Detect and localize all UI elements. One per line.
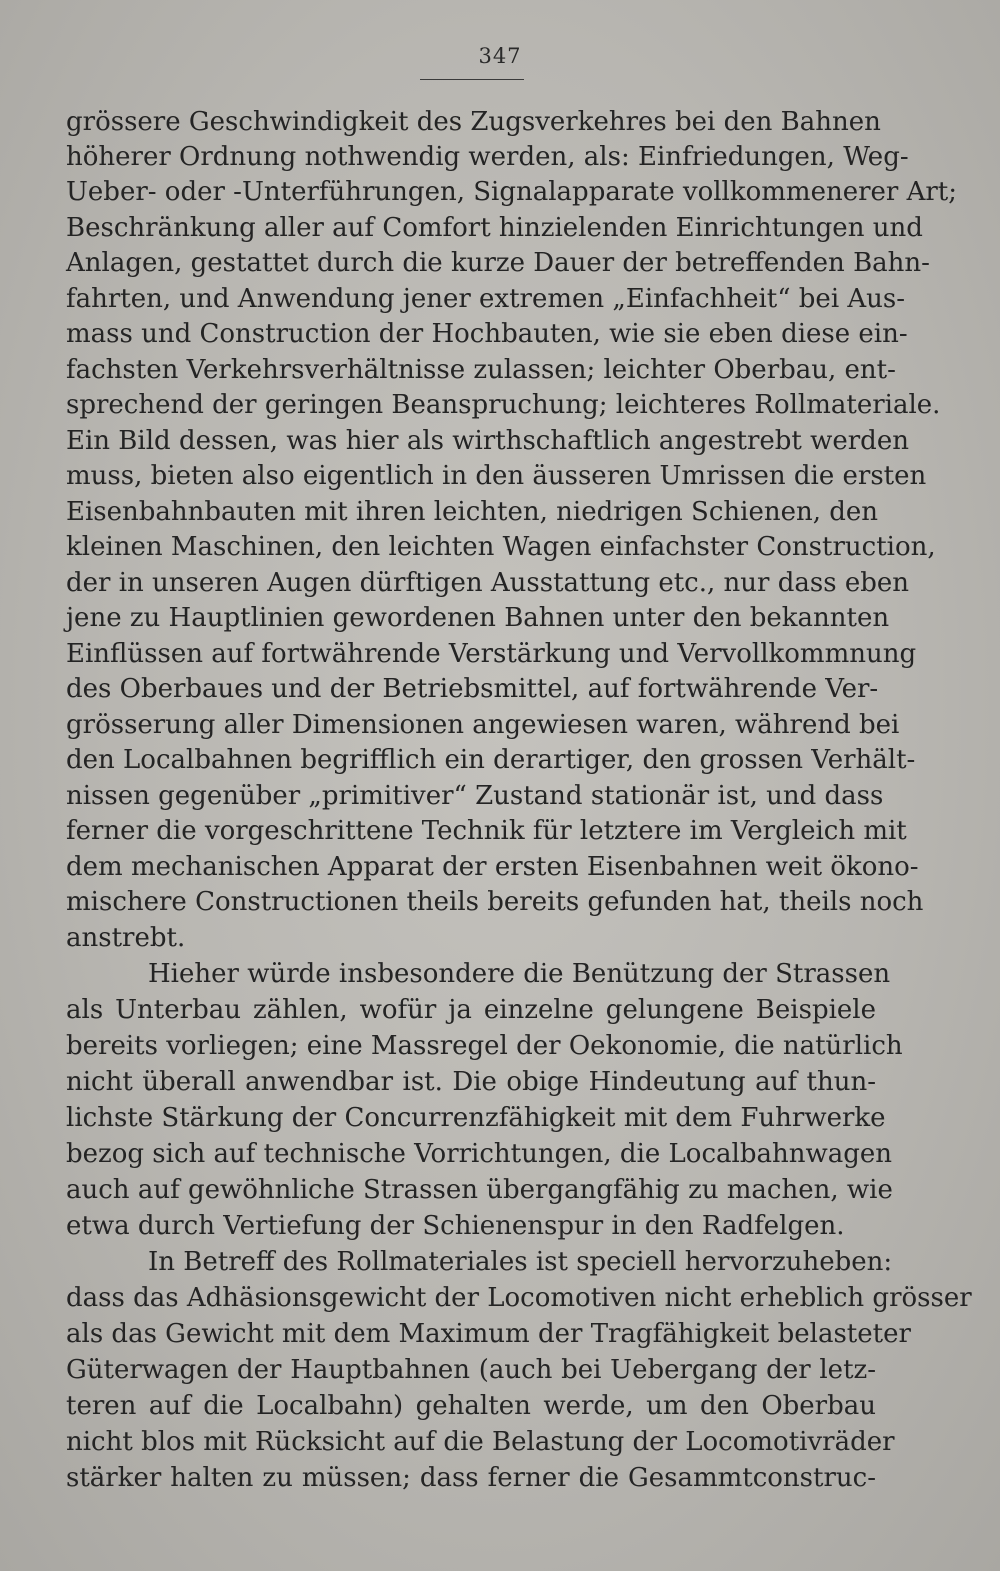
text-line: den Localbahnen begrifflich ein derartiger, den grossen Verhält- <box>66 745 916 775</box>
text-line: etwa durch Vertiefung der Schienenspur in den Radfelgen. <box>66 1211 845 1241</box>
text-line: fachsten Verkehrsverhältnisse zulassen; leichter Oberbau, ent- <box>66 355 896 385</box>
page-number-rule <box>420 79 524 80</box>
text-line: Eisenbahnbauten mit ihren leichten, niedrigen Schienen, den <box>66 497 879 527</box>
paragraph-first-line: Hieher würde insbesondere die Benützung der Strassen <box>148 959 891 989</box>
text-line: Ueber- oder -Unterführungen, Signalapparate vollkommenerer Art; <box>66 177 958 207</box>
text-line: dem mechanischen Apparat der ersten Eisenbahnen weit ökono- <box>66 852 919 882</box>
text-line: mischere Constructionen theils bereits gefunden hat, theils noch <box>66 887 924 917</box>
text-line: bereits vorliegen; eine Massregel der Oekonomie, die natürlich <box>66 1031 903 1061</box>
text-line: stärker halten zu müssen; dass ferner die Gesammtconstruc- <box>66 1463 876 1493</box>
text-line: anstrebt. <box>66 923 186 953</box>
text-line: Güterwagen der Hauptbahnen (auch bei Uebergang der letz- <box>66 1355 876 1385</box>
text-line: Beschränkung aller auf Comfort hinzielenden Einrichtungen und <box>66 213 923 243</box>
text-line: sprechend der geringen Beanspruchung; leichteres Rollmateriale. <box>66 390 941 420</box>
text-line: mass und Construction der Hochbauten, wie sie eben diese ein- <box>66 319 908 349</box>
text-line: Anlagen, gestattet durch die kurze Dauer der betreffenden Bahn- <box>66 248 930 278</box>
text-line: als Unterbau zählen, wofür ja einzelne gelungene Beispiele <box>66 995 876 1025</box>
text-line: höherer Ordnung nothwendig werden, als: Einfriedungen, Weg- <box>66 142 909 172</box>
text-line: lichste Stärkung der Concurrenzfähigkeit mit dem Fuhrwerke <box>66 1103 886 1133</box>
text-line: muss, bieten also eigentlich in den äusseren Umrissen die ersten <box>66 461 927 491</box>
paragraph-first-line: In Betreff des Rollmateriales ist speciell hervorzuheben: <box>148 1247 893 1277</box>
text-line: nicht überall anwendbar ist. Die obige Hindeutung auf thun- <box>66 1067 876 1097</box>
text-line: grössere Geschwindigkeit des Zugsverkehres bei den Bahnen <box>66 107 881 137</box>
text-line: grösserung aller Dimensionen angewiesen waren, während bei <box>66 710 900 740</box>
text-line: jene zu Hauptlinien gewordenen Bahnen unter den bekannten <box>66 603 890 633</box>
text-line: ferner die vorgeschrittene Technik für letztere im Vergleich mit <box>66 816 907 846</box>
text-line: als das Gewicht mit dem Maximum der Tragfähigkeit belasteter <box>66 1319 911 1349</box>
text-line: nicht blos mit Rücksicht auf die Belastung der Locomotivräder <box>66 1427 895 1457</box>
text-line: teren auf die Localbahn) gehalten werde, um den Oberbau <box>66 1391 876 1421</box>
text-line: bezog sich auf technische Vorrichtungen, die Localbahnwagen <box>66 1139 892 1169</box>
text-line: der in unseren Augen dürftigen Ausstattung etc., nur dass eben <box>66 568 909 598</box>
text-line: fahrten, und Anwendung jener extremen „Einfachheit“ bei Aus- <box>66 284 906 314</box>
text-line: des Oberbaues und der Betriebsmittel, auf fortwährende Ver- <box>66 674 879 704</box>
page-number: 347 <box>478 44 522 68</box>
text-line: nissen gegenüber „primitiver“ Zustand stationär ist, und dass <box>66 781 884 811</box>
text-line: kleinen Maschinen, den leichten Wagen einfachster Construction, <box>66 532 936 562</box>
text-line: auch auf gewöhnliche Strassen übergangfähig zu machen, wie <box>66 1175 893 1205</box>
text-line: dass das Adhäsionsgewicht der Locomotiven nicht erheblich grösser <box>66 1283 972 1313</box>
text-line: Einflüssen auf fortwährende Verstärkung und Vervollkommnung <box>66 639 917 669</box>
text-line: Ein Bild dessen, was hier als wirthschaftlich angestrebt werden <box>66 426 909 456</box>
